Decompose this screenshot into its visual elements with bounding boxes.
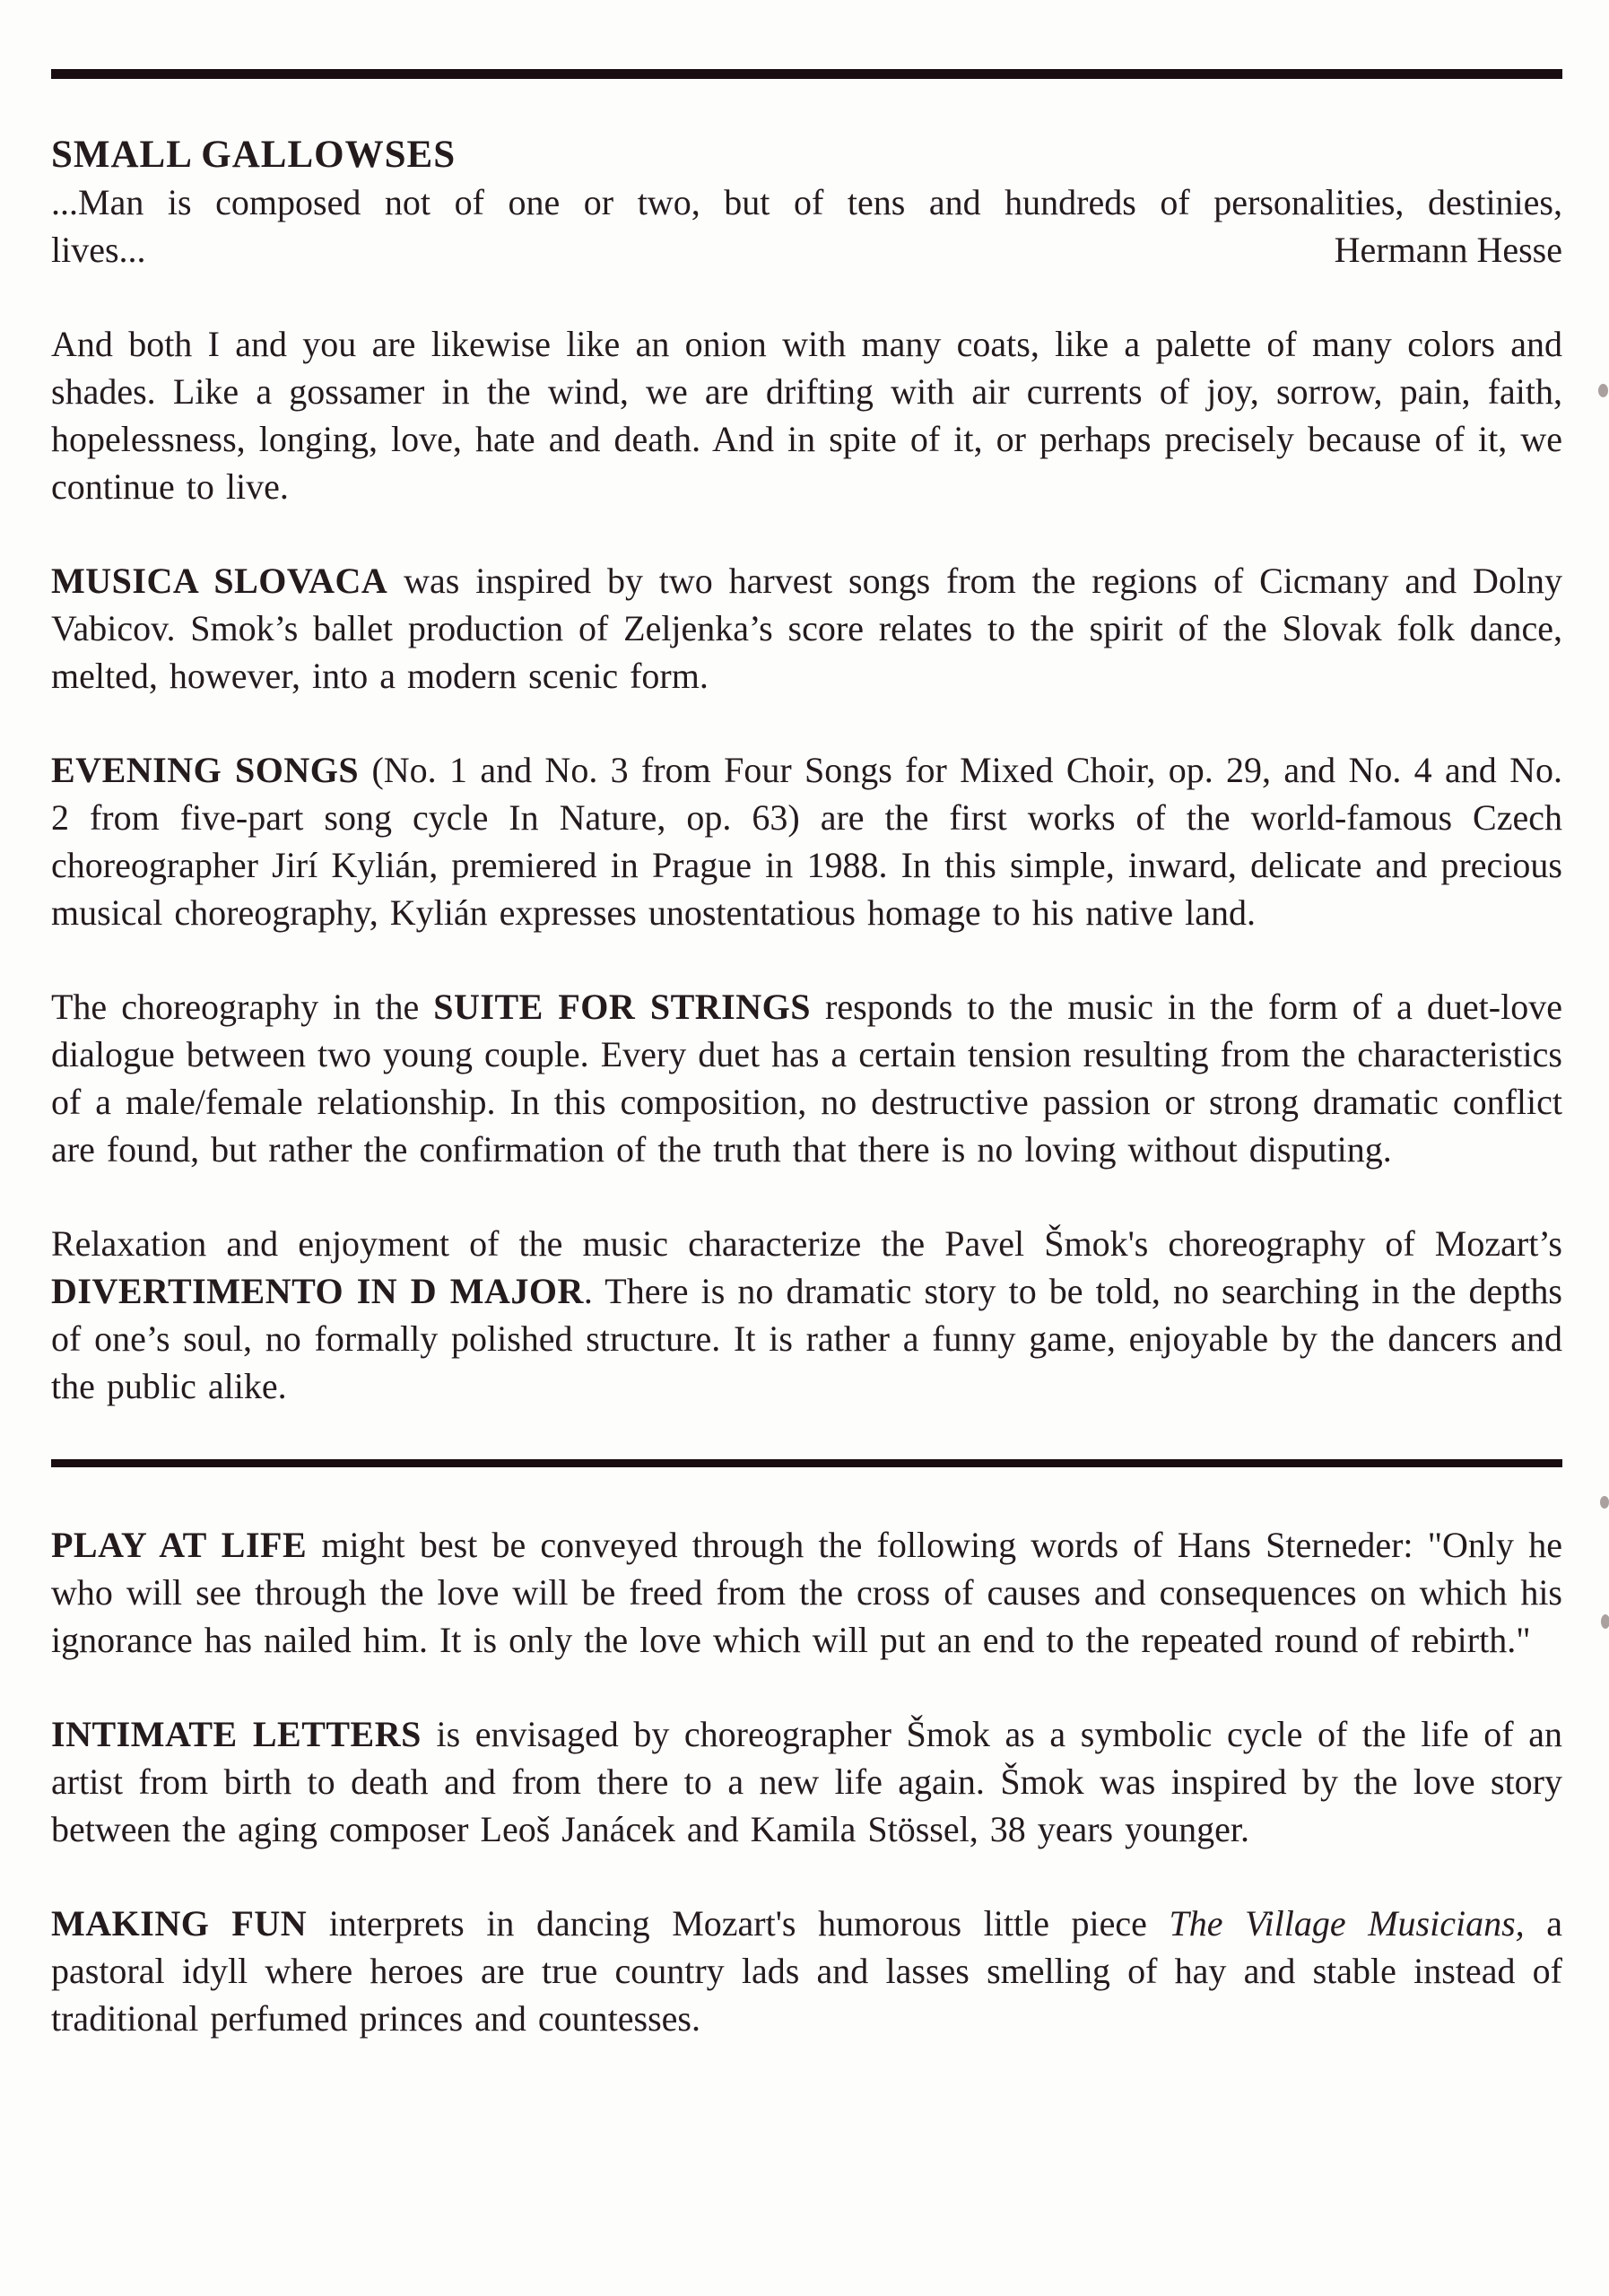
body-text: a pastoral idyll where heroes are true country lads and lasses smelling of hay and stable instead of traditional perfumed princes and countesses. [51, 1903, 1562, 2039]
epigraph-footer [51, 226, 1562, 274]
title-section [51, 131, 1562, 274]
bold-title-text: MAKING FUN [51, 1903, 308, 1944]
epigraph-line: ...Man is composed not of one or two, but of tens and hundreds of personalities, destinies, [51, 182, 1562, 222]
section-divider [51, 1459, 1562, 1467]
bold-title-text: SUITE FOR STRINGS [433, 987, 811, 1027]
bold-title-text: INTIMATE LETTERS [51, 1714, 422, 1754]
body-text: (No. 1 and No. 3 from Four Songs for Mixed Choir, op. 29, and No. 4 and No. 2 from five-part song cycle In Nature, op. 63) are the first works of the world-famous Czech choreographer Jirí Kylián, premiered in Prague in 1988. In this simple, inward, delicate and precious musical choreography, Kylián expresses unostentatious homage to his native land. [51, 750, 1562, 933]
body-text: was inspired by two harvest songs from the regions of Cicmany and Dolny Vabicov. Smok’s ballet production of Zeljenka’s score relates to the spirit of the Slovak folk dance, melted, however, into a modern scenic form. [51, 561, 1563, 696]
section-ballet-notes-continued [51, 1521, 1562, 2042]
body-text: might best be conveyed through the following words of Hans Sterneder: "Only he who will see through the love will be freed from the cross of causes and consequences on which his ignorance has nailed him. It is only the love which will put an end to the repeated round of rebirth." [51, 1525, 1562, 1660]
paragraph-making-fun [51, 1900, 1562, 2042]
top-divider [51, 69, 1562, 79]
epigraph-continuation: lives... [51, 230, 146, 270]
scan-speck [1600, 1496, 1609, 1509]
paragraph-suite-for-strings [51, 983, 1562, 1173]
epigraph-author: Hermann Hesse [1334, 230, 1562, 270]
body-text: interprets in dancing Mozart's humorous little piece [307, 1903, 1170, 1944]
scan-speck [1598, 384, 1608, 397]
italic-title-text: The Village Musicians, [1169, 1903, 1525, 1944]
body-text: is envisaged by choreographer Šmok as a symbolic cycle of the life of an artist from birth to death and from there to a new life again. Šmok was inspired by the love story between the aging composer Leoš Janácek and Kamila Stössel, 38 years younger. [51, 1714, 1562, 1849]
paragraph-evening-songs [51, 746, 1562, 936]
bold-title-text: PLAY AT LIFE [51, 1525, 308, 1565]
body-text: responds to the music in the form of a duet-love dialogue between two young couple. Every duet has a certain tension resulting from the characteristics of a male/female relationship. In this composition, no destructive passion or strong dramatic conflict are found, but rather the confirmation of the truth that there is no loving without disputing. [51, 987, 1562, 1170]
page-title: SMALL GALLOWSES [51, 134, 457, 176]
paragraph-intimate-letters [51, 1710, 1562, 1853]
bold-title-text: EVENING SONGS [51, 750, 360, 790]
body-text: . There is no dramatic story to be told, no searching in the depths of one’s soul, no formally polished structure. It is rather a funny game, enjoyable by the dancers and the public alike. [51, 1271, 1562, 1406]
body-text: The choreography in the [51, 987, 434, 1027]
scan-speck [1601, 1614, 1609, 1629]
section-ballet-notes [51, 320, 1562, 1410]
bold-title-text: MUSICA SLOVACA [51, 561, 388, 601]
paragraph-divertimento [51, 1220, 1562, 1410]
paragraph-intro [51, 320, 1562, 510]
paragraph-play-at-life [51, 1521, 1562, 1664]
body-text: Relaxation and enjoyment of the music characterize the Pavel Šmok's choreography of Mozart’s [51, 1223, 1562, 1264]
bold-title-text: DIVERTIMENTO IN D MAJOR [51, 1271, 584, 1311]
body-text: And both I and you are likewise like an onion with many coats, like a palette of many colors and shades. Like a gossamer in the wind, we are drifting with air currents of joy, sorrow, pain, faith, hopelessness, longing, love, hate and death. And in spite of it, or perhaps precisely because of it, we continue to live. [51, 324, 1562, 507]
paragraph-musica-slovaca [51, 557, 1562, 700]
